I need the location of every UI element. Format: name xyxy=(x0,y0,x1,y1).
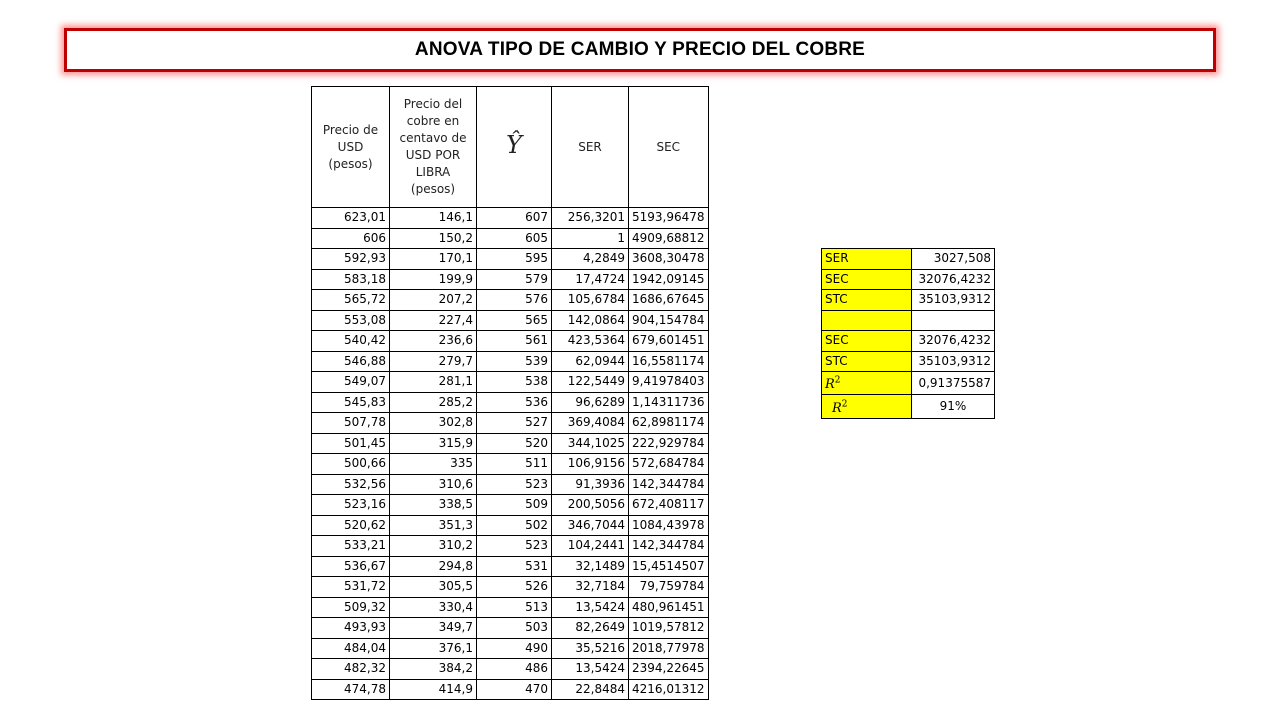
r-squared-symbol: $R^2$ xyxy=(825,376,841,393)
cell-usd-price: 523,16 xyxy=(312,495,390,516)
cell-ser: 256,3201 xyxy=(552,208,629,229)
table-row xyxy=(312,413,709,434)
table-body xyxy=(312,208,709,700)
cell-ser: 35,5216 xyxy=(552,638,629,659)
cell-y-hat: 523 xyxy=(477,474,552,495)
cell-ser: 62,0944 xyxy=(552,351,629,372)
cell-sec: 1,14311736 xyxy=(629,392,709,413)
table-row xyxy=(312,577,709,598)
anova-data-table xyxy=(311,86,709,700)
cell-copper-price: 330,4 xyxy=(390,597,477,618)
summary-table xyxy=(821,248,995,419)
cell-ser: 122,5449 xyxy=(552,372,629,393)
summary-value: 0,91375587 xyxy=(912,372,995,395)
summary-row xyxy=(822,331,995,352)
cell-usd-price: 533,21 xyxy=(312,536,390,557)
cell-ser: 13,5424 xyxy=(552,597,629,618)
cell-usd-price: 536,67 xyxy=(312,556,390,577)
cell-sec: 679,601451 xyxy=(629,331,709,352)
cell-y-hat: 576 xyxy=(477,290,552,311)
summary-row xyxy=(822,351,995,372)
cell-sec: 904,154784 xyxy=(629,310,709,331)
cell-ser: 4,2849 xyxy=(552,249,629,270)
summary-label: SER xyxy=(822,249,912,270)
cell-usd-price: 583,18 xyxy=(312,269,390,290)
table-row xyxy=(312,638,709,659)
summary-label: STC xyxy=(822,290,912,311)
cell-sec: 2018,77978 xyxy=(629,638,709,659)
cell-copper-price: 414,9 xyxy=(390,679,477,700)
cell-copper-price: 285,2 xyxy=(390,392,477,413)
cell-sec: 142,344784 xyxy=(629,536,709,557)
table-row xyxy=(312,515,709,536)
cell-usd-price: 484,04 xyxy=(312,638,390,659)
cell-usd-price: 592,93 xyxy=(312,249,390,270)
table-row xyxy=(312,556,709,577)
cell-y-hat: 526 xyxy=(477,577,552,598)
y-hat-symbol: Ŷ xyxy=(506,130,522,159)
cell-copper-price: 302,8 xyxy=(390,413,477,434)
cell-copper-price: 349,7 xyxy=(390,618,477,639)
cell-y-hat: 579 xyxy=(477,269,552,290)
cell-y-hat: 607 xyxy=(477,208,552,229)
cell-ser: 344,1025 xyxy=(552,433,629,454)
table-row xyxy=(312,454,709,475)
summary-label xyxy=(822,395,912,418)
cell-y-hat: 490 xyxy=(477,638,552,659)
cell-copper-price: 227,4 xyxy=(390,310,477,331)
table-row xyxy=(312,351,709,372)
cell-y-hat: 509 xyxy=(477,495,552,516)
cell-ser: 82,2649 xyxy=(552,618,629,639)
cell-copper-price: 281,1 xyxy=(390,372,477,393)
table-row xyxy=(312,310,709,331)
cell-sec: 2394,22645 xyxy=(629,659,709,680)
cell-y-hat: 502 xyxy=(477,515,552,536)
cell-sec: 222,929784 xyxy=(629,433,709,454)
cell-usd-price: 493,93 xyxy=(312,618,390,639)
cell-y-hat: 561 xyxy=(477,331,552,352)
cell-y-hat: 605 xyxy=(477,228,552,249)
cell-copper-price: 338,5 xyxy=(390,495,477,516)
cell-usd-price: 501,45 xyxy=(312,433,390,454)
cell-y-hat: 539 xyxy=(477,351,552,372)
summary-label xyxy=(822,310,912,331)
cell-sec: 3608,30478 xyxy=(629,249,709,270)
cell-sec: 1084,43978 xyxy=(629,515,709,536)
cell-y-hat: 470 xyxy=(477,679,552,700)
cell-usd-price: 553,08 xyxy=(312,310,390,331)
summary-row xyxy=(822,395,995,418)
cell-y-hat: 511 xyxy=(477,454,552,475)
cell-sec: 9,41978403 xyxy=(629,372,709,393)
cell-ser: 13,5424 xyxy=(552,659,629,680)
table-row xyxy=(312,208,709,229)
header-usd-price: Precio de USD (pesos) xyxy=(312,87,390,208)
table-row xyxy=(312,290,709,311)
r-squared-symbol: $R^2$ xyxy=(832,399,848,416)
header-sec: SEC xyxy=(629,87,709,208)
table-row xyxy=(312,372,709,393)
summary-row xyxy=(822,310,995,331)
cell-sec: 79,759784 xyxy=(629,577,709,598)
table-row xyxy=(312,659,709,680)
summary-value xyxy=(912,310,995,331)
cell-sec: 480,961451 xyxy=(629,597,709,618)
cell-copper-price: 351,3 xyxy=(390,515,477,536)
summary-value: 32076,4232 xyxy=(912,269,995,290)
cell-usd-price: 509,32 xyxy=(312,597,390,618)
table-row xyxy=(312,536,709,557)
summary-row xyxy=(822,269,995,290)
table-row xyxy=(312,392,709,413)
cell-sec: 15,4514507 xyxy=(629,556,709,577)
cell-usd-price: 565,72 xyxy=(312,290,390,311)
cell-ser: 200,5056 xyxy=(552,495,629,516)
cell-usd-price: 482,32 xyxy=(312,659,390,680)
cell-sec: 5193,96478 xyxy=(629,208,709,229)
title-banner xyxy=(64,28,1216,72)
summary-value: 35103,9312 xyxy=(912,351,995,372)
cell-ser: 22,8484 xyxy=(552,679,629,700)
cell-y-hat: 531 xyxy=(477,556,552,577)
cell-copper-price: 384,2 xyxy=(390,659,477,680)
cell-ser: 104,2441 xyxy=(552,536,629,557)
cell-copper-price: 146,1 xyxy=(390,208,477,229)
summary-row xyxy=(822,249,995,270)
cell-sec: 4909,68812 xyxy=(629,228,709,249)
cell-sec: 1942,09145 xyxy=(629,269,709,290)
cell-ser: 17,4724 xyxy=(552,269,629,290)
cell-copper-price: 315,9 xyxy=(390,433,477,454)
cell-y-hat: 486 xyxy=(477,659,552,680)
header-copper-price: Precio del cobre en centavo de USD POR LIBRA (pesos) xyxy=(390,87,477,208)
cell-sec: 142,344784 xyxy=(629,474,709,495)
summary-label: SEC xyxy=(822,331,912,352)
cell-usd-price: 474,78 xyxy=(312,679,390,700)
cell-usd-price: 606 xyxy=(312,228,390,249)
cell-usd-price: 546,88 xyxy=(312,351,390,372)
cell-copper-price: 376,1 xyxy=(390,638,477,659)
header-row xyxy=(312,87,709,208)
page-title: ANOVA TIPO DE CAMBIO Y PRECIO DEL COBRE xyxy=(414,39,866,60)
cell-copper-price: 207,2 xyxy=(390,290,477,311)
summary-label xyxy=(822,372,912,395)
cell-y-hat: 565 xyxy=(477,310,552,331)
cell-y-hat: 595 xyxy=(477,249,552,270)
cell-ser: 96,6289 xyxy=(552,392,629,413)
cell-sec: 672,408117 xyxy=(629,495,709,516)
cell-copper-price: 150,2 xyxy=(390,228,477,249)
cell-copper-price: 279,7 xyxy=(390,351,477,372)
cell-y-hat: 538 xyxy=(477,372,552,393)
cell-copper-price: 310,6 xyxy=(390,474,477,495)
cell-ser: 91,3936 xyxy=(552,474,629,495)
cell-ser: 106,9156 xyxy=(552,454,629,475)
cell-usd-price: 500,66 xyxy=(312,454,390,475)
table-row xyxy=(312,249,709,270)
cell-y-hat: 536 xyxy=(477,392,552,413)
cell-copper-price: 305,5 xyxy=(390,577,477,598)
table-row xyxy=(312,331,709,352)
cell-copper-price: 170,1 xyxy=(390,249,477,270)
summary-value: 3027,508 xyxy=(912,249,995,270)
cell-ser: 423,5364 xyxy=(552,331,629,352)
table-row xyxy=(312,495,709,516)
cell-ser: 32,7184 xyxy=(552,577,629,598)
summary-value: 32076,4232 xyxy=(912,331,995,352)
cell-usd-price: 545,83 xyxy=(312,392,390,413)
table-row xyxy=(312,269,709,290)
cell-usd-price: 623,01 xyxy=(312,208,390,229)
cell-copper-price: 335 xyxy=(390,454,477,475)
cell-ser: 1 xyxy=(552,228,629,249)
cell-ser: 105,6784 xyxy=(552,290,629,311)
cell-y-hat: 523 xyxy=(477,536,552,557)
table-row xyxy=(312,597,709,618)
cell-sec: 1019,57812 xyxy=(629,618,709,639)
header-ser: SER xyxy=(552,87,629,208)
cell-copper-price: 236,6 xyxy=(390,331,477,352)
cell-copper-price: 294,8 xyxy=(390,556,477,577)
cell-sec: 4216,01312 xyxy=(629,679,709,700)
summary-row xyxy=(822,372,995,395)
cell-copper-price: 310,2 xyxy=(390,536,477,557)
table-row xyxy=(312,618,709,639)
cell-ser: 32,1489 xyxy=(552,556,629,577)
table-row xyxy=(312,474,709,495)
cell-y-hat: 520 xyxy=(477,433,552,454)
cell-sec: 1686,67645 xyxy=(629,290,709,311)
cell-usd-price: 531,72 xyxy=(312,577,390,598)
summary-value: 91% xyxy=(912,395,995,418)
cell-y-hat: 527 xyxy=(477,413,552,434)
table-row xyxy=(312,433,709,454)
cell-usd-price: 540,42 xyxy=(312,331,390,352)
summary-label: STC xyxy=(822,351,912,372)
cell-copper-price: 199,9 xyxy=(390,269,477,290)
cell-usd-price: 507,78 xyxy=(312,413,390,434)
header-y-hat xyxy=(477,87,552,208)
cell-usd-price: 520,62 xyxy=(312,515,390,536)
cell-ser: 369,4084 xyxy=(552,413,629,434)
table-row xyxy=(312,228,709,249)
summary-label: SEC xyxy=(822,269,912,290)
summary-row xyxy=(822,290,995,311)
cell-usd-price: 549,07 xyxy=(312,372,390,393)
cell-sec: 16,5581174 xyxy=(629,351,709,372)
cell-sec: 572,684784 xyxy=(629,454,709,475)
cell-ser: 346,7044 xyxy=(552,515,629,536)
summary-body xyxy=(822,249,995,419)
summary-value: 35103,9312 xyxy=(912,290,995,311)
cell-y-hat: 503 xyxy=(477,618,552,639)
cell-usd-price: 532,56 xyxy=(312,474,390,495)
cell-sec: 62,8981174 xyxy=(629,413,709,434)
table-row xyxy=(312,679,709,700)
cell-y-hat: 513 xyxy=(477,597,552,618)
cell-ser: 142,0864 xyxy=(552,310,629,331)
